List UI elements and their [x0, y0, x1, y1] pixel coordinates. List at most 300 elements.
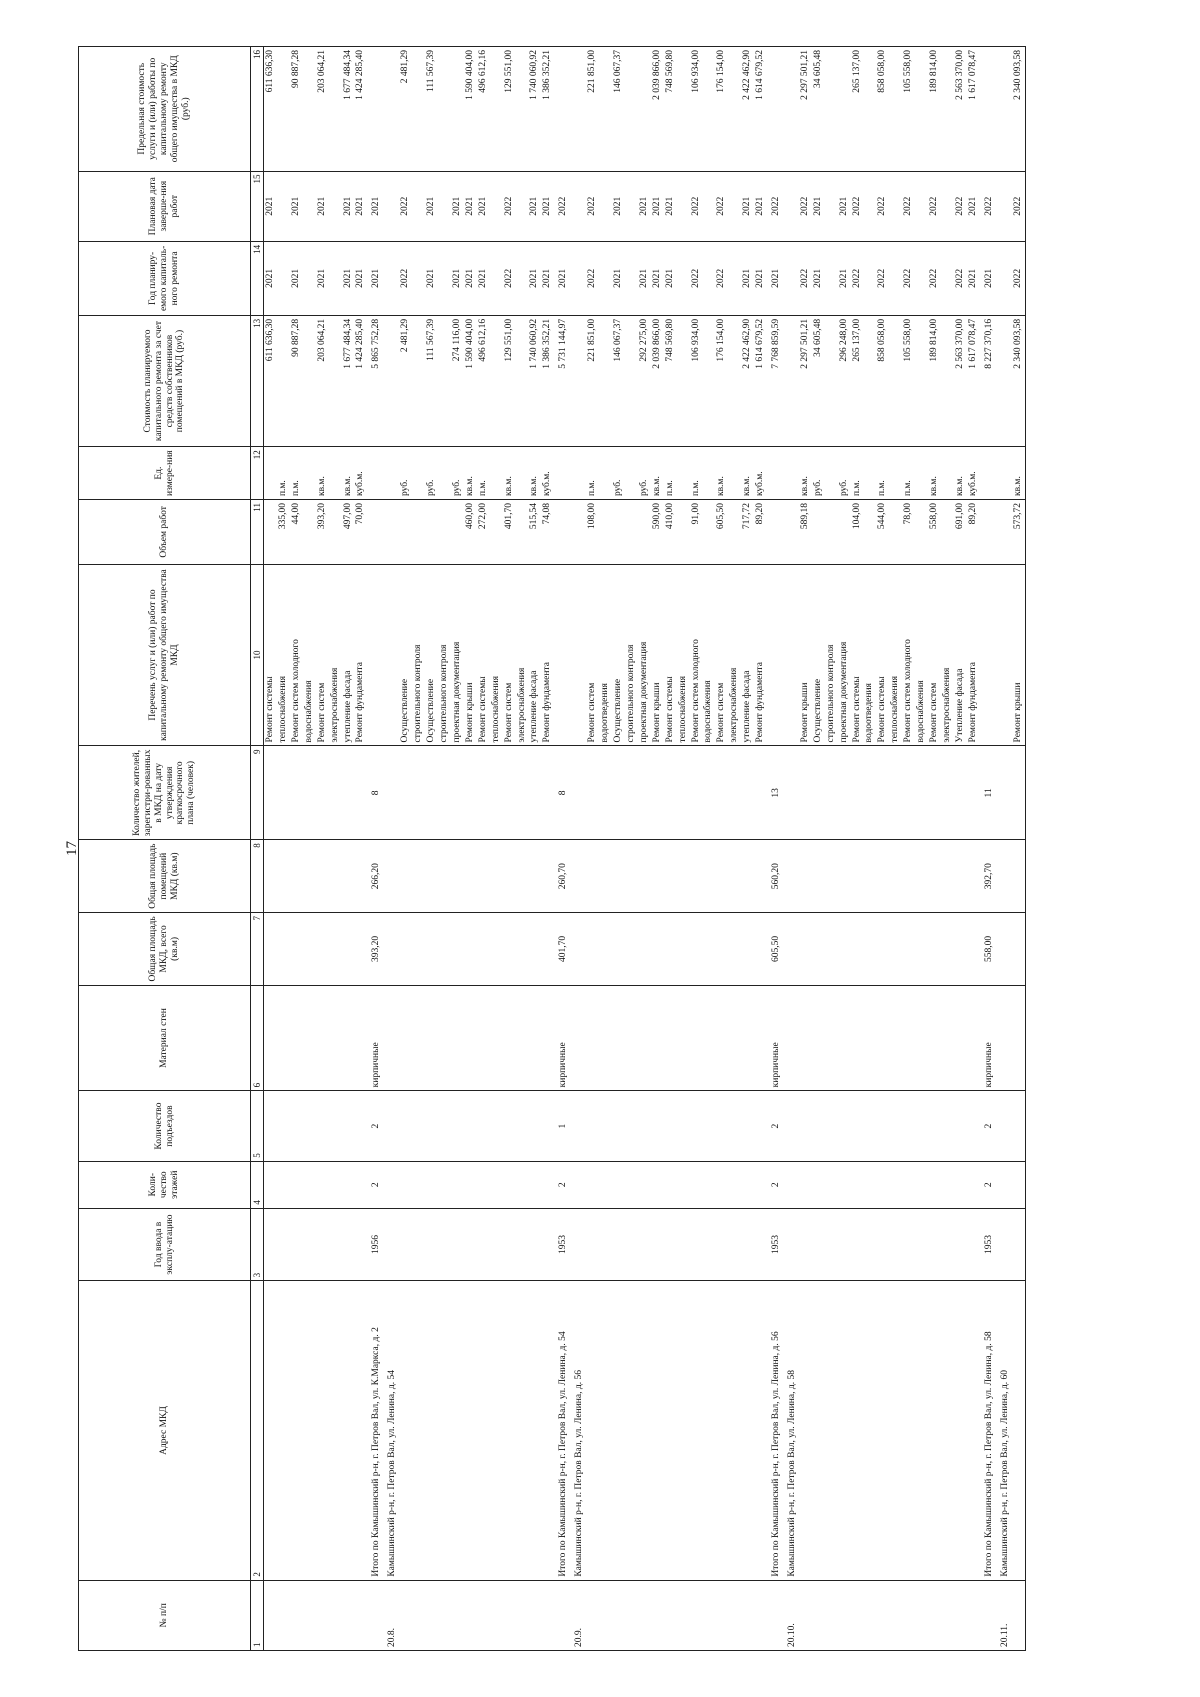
unit-cell: кв.м.: [528, 447, 541, 500]
column-number: 16: [251, 47, 264, 172]
header-cell: Год планиру-емого капиталь-ного ремонта: [79, 241, 251, 315]
completion-year-cell: 2021: [264, 171, 277, 241]
residents-cell: [889, 746, 902, 840]
area-rooms-cell: [728, 840, 741, 913]
floors-cell: 2: [367, 1161, 383, 1208]
cost-cell: 105 558,00: [902, 315, 915, 446]
year-built-cell: [812, 1208, 825, 1281]
empty-cell: [996, 241, 1012, 315]
volume-cell: [516, 500, 529, 565]
area-rooms-cell: [838, 840, 851, 913]
completion-year-cell: 2022: [851, 171, 864, 241]
address-cell: [503, 1281, 516, 1580]
residents-cell: [503, 746, 516, 840]
address-cell: [490, 1281, 503, 1580]
unit-cell: [329, 447, 342, 500]
floors-cell: [425, 1161, 438, 1208]
entrances-cell: [425, 1091, 438, 1161]
repair-year-cell: 2021: [541, 241, 554, 315]
floors-cell: [954, 1161, 967, 1208]
num-cell: [354, 1580, 367, 1650]
unit-cell: п.м.: [277, 447, 290, 500]
address-cell: [941, 1281, 954, 1580]
cost-cell: 221 851,00: [586, 315, 599, 446]
address-cell: [876, 1281, 889, 1580]
limit-cost-cell: 2 422 462,90: [741, 47, 754, 172]
address-cell: [954, 1281, 967, 1580]
area-total-cell: [967, 913, 980, 986]
walls-cell: [425, 985, 438, 1091]
cost-cell: 1 677 484,34: [342, 315, 355, 446]
entrances-cell: [290, 1091, 303, 1161]
address-cell: [825, 1281, 838, 1580]
area-rooms-cell: [715, 840, 728, 913]
num-cell: [754, 1580, 767, 1650]
unit-cell: руб.: [812, 447, 825, 500]
total-row: [367, 47, 383, 1651]
area-total-cell: [477, 913, 490, 986]
work-row: [967, 47, 980, 1651]
entrances-cell: [586, 1091, 599, 1161]
work-name-cell: проектная документация: [838, 564, 851, 746]
empty-cell: [783, 47, 799, 172]
num-cell: [741, 1580, 754, 1650]
repair-year-cell: 2022: [715, 241, 728, 315]
completion-year-cell: 2021: [651, 171, 664, 241]
cost-cell: [438, 315, 451, 446]
capital-repair-table: [78, 46, 1026, 1651]
area-rooms-cell: [954, 840, 967, 913]
unit-cell: кв.м.: [503, 447, 516, 500]
walls-cell: [754, 985, 767, 1091]
year-built-cell: [941, 1208, 954, 1281]
walls-cell: [664, 985, 677, 1091]
empty-cell: [996, 47, 1012, 172]
completion-year-cell: 2021: [451, 171, 464, 241]
repair-year-cell: 2022: [690, 241, 703, 315]
area-rooms-cell: [941, 840, 954, 913]
unit-cell: кв.м.: [715, 447, 728, 500]
empty-cell: [383, 985, 399, 1091]
cost-cell: 2 422 462,90: [741, 315, 754, 446]
volume-cell: [425, 500, 438, 565]
floors-cell: [967, 1161, 980, 1208]
work-row: [889, 47, 902, 1651]
volume-cell: [612, 500, 625, 565]
address-cell: Итого по Камышинский р-н, г. Петров Вал, ул. К.Маркса, д. 2: [367, 1281, 383, 1580]
walls-cell: [838, 985, 851, 1091]
empty-cell: [783, 1208, 799, 1281]
year-built-cell: [490, 1208, 503, 1281]
walls-cell: [715, 985, 728, 1091]
empty-cell: [996, 746, 1012, 840]
area-total-cell: [677, 913, 690, 986]
limit-cost-cell: 1 386 352,21: [541, 47, 554, 172]
area-total-cell: [690, 913, 703, 986]
walls-cell: [516, 985, 529, 1091]
walls-cell: [863, 985, 876, 1091]
column-number: 12: [251, 447, 264, 500]
residents-cell: [902, 746, 915, 840]
residents-cell: [638, 746, 651, 840]
header-cell: Количество подъездов: [79, 1091, 251, 1161]
walls-cell: [503, 985, 516, 1091]
residents-cell: [599, 746, 612, 840]
completion-year-cell: 2022: [690, 171, 703, 241]
cost-cell: [889, 315, 902, 446]
entrances-cell: [329, 1091, 342, 1161]
limit-cost-cell: [915, 47, 928, 172]
address-cell: [902, 1281, 915, 1580]
address-cell: [528, 1281, 541, 1580]
work-name-cell: Ремонт крыши: [651, 564, 664, 746]
completion-year-cell: [490, 171, 503, 241]
repair-year-cell: 2022: [799, 241, 812, 315]
walls-cell: [851, 985, 864, 1091]
area-rooms-cell: [464, 840, 477, 913]
address-cell: [412, 1281, 425, 1580]
cost-cell: 2 481,29: [399, 315, 412, 446]
work-row: [728, 47, 741, 1651]
empty-cell: [383, 564, 399, 746]
num-cell: [586, 1580, 599, 1650]
num-cell: [464, 1580, 477, 1650]
year-built-cell: [516, 1208, 529, 1281]
empty-cell: [783, 315, 799, 446]
entrances-cell: [303, 1091, 316, 1161]
total-row: [554, 47, 570, 1651]
entrances-cell: [638, 1091, 651, 1161]
volume-cell: [915, 500, 928, 565]
entrances-cell: [702, 1091, 715, 1161]
walls-cell: [690, 985, 703, 1091]
unit-cell: кв.м.: [316, 447, 329, 500]
volume-cell: [638, 500, 651, 565]
completion-year-cell: 2021: [528, 171, 541, 241]
unit-cell: п.м.: [477, 447, 490, 500]
year-built-cell: [967, 1208, 980, 1281]
num-cell: [625, 1580, 638, 1650]
num-cell: [264, 1580, 277, 1650]
column-number: 13: [251, 315, 264, 446]
unit-cell: кв.м.: [651, 447, 664, 500]
unit-cell: [915, 447, 928, 500]
residents-cell: [528, 746, 541, 840]
limit-cost-cell: 748 569,80: [664, 47, 677, 172]
cost-cell: 8 227 370,16: [980, 315, 996, 446]
address-cell: [863, 1281, 876, 1580]
area-total-cell: [503, 913, 516, 986]
floors-cell: [838, 1161, 851, 1208]
work-row: [354, 47, 367, 1651]
entrances-cell: 2: [367, 1091, 383, 1161]
completion-year-cell: 2021: [290, 171, 303, 241]
area-rooms-cell: [702, 840, 715, 913]
work-name-cell: Осуществление: [612, 564, 625, 746]
header-cell: Общая площадь МКД, всего (кв.м): [79, 913, 251, 986]
walls-cell: [825, 985, 838, 1091]
year-built-cell: [638, 1208, 651, 1281]
entrances-cell: [838, 1091, 851, 1161]
cost-cell: 203 064,21: [316, 315, 329, 446]
address-cell: [728, 1281, 741, 1580]
volume-cell: 544,00: [876, 500, 889, 565]
residents-cell: [425, 746, 438, 840]
volume-cell: [367, 500, 383, 565]
floors-cell: [438, 1161, 451, 1208]
walls-cell: [741, 985, 754, 1091]
floors-cell: [741, 1161, 754, 1208]
completion-year-cell: 2021: [541, 171, 554, 241]
work-name-cell: водоснабжения: [702, 564, 715, 746]
work-name-cell: Ремонт систем холодного: [290, 564, 303, 746]
floors-cell: [928, 1161, 941, 1208]
unit-cell: [438, 447, 451, 500]
completion-year-cell: 2021: [367, 171, 383, 241]
num-cell: [799, 1580, 812, 1650]
work-name-cell: [767, 564, 783, 746]
residents-cell: [702, 746, 715, 840]
empty-cell: [570, 913, 586, 986]
area-rooms-cell: [290, 840, 303, 913]
repair-year-cell: [303, 241, 316, 315]
area-total-cell: [664, 913, 677, 986]
cost-cell: 5 731 144,97: [554, 315, 570, 446]
work-name-cell: водоснабжения: [915, 564, 928, 746]
work-row: [438, 47, 451, 1651]
work-name-cell: Ремонт системы: [876, 564, 889, 746]
area-total-cell: [586, 913, 599, 986]
entrances-cell: [651, 1091, 664, 1161]
unit-cell: [677, 447, 690, 500]
num-cell: [303, 1580, 316, 1650]
num-cell: [902, 1580, 915, 1650]
entrances-cell: [915, 1091, 928, 1161]
floors-cell: [612, 1161, 625, 1208]
completion-year-cell: [625, 171, 638, 241]
completion-year-cell: 2022: [715, 171, 728, 241]
residents-cell: [677, 746, 690, 840]
work-name-cell: теплоснабжения: [889, 564, 902, 746]
header-cell: Общая площадь помещений МКД (кв.м): [79, 840, 251, 913]
floors-cell: [651, 1161, 664, 1208]
header-cell: Коли-чество этажей: [79, 1161, 251, 1208]
empty-cell: [996, 171, 1012, 241]
address-cell: [1012, 1281, 1025, 1580]
work-name-cell: водоснабжения: [303, 564, 316, 746]
limit-cost-cell: 111 567,39: [425, 47, 438, 172]
unit-cell: п.м.: [851, 447, 864, 500]
floors-cell: [702, 1161, 715, 1208]
residents-cell: 8: [554, 746, 570, 840]
area-rooms-cell: [812, 840, 825, 913]
residents-cell: [516, 746, 529, 840]
year-built-cell: [303, 1208, 316, 1281]
work-row: [741, 47, 754, 1651]
work-row: [941, 47, 954, 1651]
walls-cell: [290, 985, 303, 1091]
total-row: [767, 47, 783, 1651]
floors-cell: [902, 1161, 915, 1208]
empty-cell: [383, 47, 399, 172]
area-rooms-cell: [851, 840, 864, 913]
walls-cell: кирпичные: [554, 985, 570, 1091]
cost-cell: [599, 315, 612, 446]
entrances-cell: [516, 1091, 529, 1161]
year-built-cell: [863, 1208, 876, 1281]
walls-cell: [799, 985, 812, 1091]
entrances-cell: [541, 1091, 554, 1161]
empty-cell: [783, 241, 799, 315]
limit-cost-cell: [303, 47, 316, 172]
area-total-cell: 558,00: [980, 913, 996, 986]
num-cell: [412, 1580, 425, 1650]
area-total-cell: [490, 913, 503, 986]
unit-cell: кв.м.: [342, 447, 355, 500]
area-total-cell: 401,70: [554, 913, 570, 986]
residents-cell: [303, 746, 316, 840]
work-row: [638, 47, 651, 1651]
num-cell: [851, 1580, 864, 1650]
area-rooms-cell: 392,70: [980, 840, 996, 913]
unit-cell: кв.м.: [928, 447, 941, 500]
column-number: 8: [251, 840, 264, 913]
residents-cell: 8: [367, 746, 383, 840]
residents-cell: [967, 746, 980, 840]
walls-cell: [438, 985, 451, 1091]
area-rooms-cell: [876, 840, 889, 913]
num-cell: [767, 1580, 783, 1650]
entrances-cell: [477, 1091, 490, 1161]
area-rooms-cell: [625, 840, 638, 913]
address-cell: [638, 1281, 651, 1580]
walls-cell: [638, 985, 651, 1091]
num-cell: 20.9.: [570, 1580, 586, 1650]
num-cell: [599, 1580, 612, 1650]
repair-year-cell: 2021: [342, 241, 355, 315]
residents-cell: [799, 746, 812, 840]
work-row: [851, 47, 864, 1651]
area-total-cell: [316, 913, 329, 986]
area-rooms-cell: [477, 840, 490, 913]
floors-cell: [354, 1161, 367, 1208]
residents-cell: [715, 746, 728, 840]
empty-cell: [996, 447, 1012, 500]
volume-cell: [625, 500, 638, 565]
volume-cell: 78,00: [902, 500, 915, 565]
num-cell: [477, 1580, 490, 1650]
column-number: 11: [251, 500, 264, 565]
floors-cell: [941, 1161, 954, 1208]
entrances-cell: [715, 1091, 728, 1161]
year-built-cell: [690, 1208, 703, 1281]
address-cell: [438, 1281, 451, 1580]
area-rooms-cell: [1012, 840, 1025, 913]
empty-cell: [783, 1091, 799, 1161]
unit-cell: [863, 447, 876, 500]
repair-year-cell: [490, 241, 503, 315]
area-total-cell: [329, 913, 342, 986]
unit-cell: [303, 447, 316, 500]
unit-cell: кв.м.: [1012, 447, 1025, 500]
completion-year-cell: [303, 171, 316, 241]
floors-cell: [1012, 1161, 1025, 1208]
floors-cell: [728, 1161, 741, 1208]
repair-year-cell: 2021: [664, 241, 677, 315]
num-cell: [516, 1580, 529, 1650]
address-cell: [915, 1281, 928, 1580]
unit-cell: [767, 447, 783, 500]
area-total-cell: [303, 913, 316, 986]
year-built-cell: [329, 1208, 342, 1281]
repair-year-cell: 2021: [838, 241, 851, 315]
address-cell: [599, 1281, 612, 1580]
limit-cost-cell: 189 814,00: [928, 47, 941, 172]
year-built-cell: [954, 1208, 967, 1281]
walls-cell: [541, 985, 554, 1091]
work-name-cell: утепление фасада: [528, 564, 541, 746]
area-rooms-cell: [541, 840, 554, 913]
address-cell: [625, 1281, 638, 1580]
limit-cost-cell: [451, 47, 464, 172]
num-cell: [690, 1580, 703, 1650]
address-cell: [851, 1281, 864, 1580]
residents-cell: [625, 746, 638, 840]
residents-cell: [264, 746, 277, 840]
limit-cost-cell: [438, 47, 451, 172]
area-total-cell: [342, 913, 355, 986]
year-built-cell: [799, 1208, 812, 1281]
completion-year-cell: [889, 171, 902, 241]
volume-cell: 272,00: [477, 500, 490, 565]
residents-cell: [412, 746, 425, 840]
num-cell: [316, 1580, 329, 1650]
header-cell: № п/п: [79, 1580, 251, 1650]
address-cell: [715, 1281, 728, 1580]
work-row: [1012, 47, 1025, 1651]
limit-cost-cell: [638, 47, 651, 172]
cost-cell: [277, 315, 290, 446]
area-rooms-cell: [451, 840, 464, 913]
area-rooms-cell: [316, 840, 329, 913]
year-built-cell: [477, 1208, 490, 1281]
completion-year-cell: 2022: [980, 171, 996, 241]
year-built-cell: [851, 1208, 864, 1281]
completion-year-cell: 2022: [954, 171, 967, 241]
repair-year-cell: [889, 241, 902, 315]
limit-cost-cell: [728, 47, 741, 172]
header-cell: Адрес МКД: [79, 1281, 251, 1580]
walls-cell: [954, 985, 967, 1091]
entrances-cell: 1: [554, 1091, 570, 1161]
limit-cost-cell: 106 934,00: [690, 47, 703, 172]
area-rooms-cell: [915, 840, 928, 913]
unit-cell: [599, 447, 612, 500]
num-cell: [980, 1580, 996, 1650]
unit-cell: [516, 447, 529, 500]
area-rooms-cell: [902, 840, 915, 913]
floors-cell: [412, 1161, 425, 1208]
walls-cell: кирпичные: [367, 985, 383, 1091]
floors-cell: [876, 1161, 889, 1208]
address-cell: [586, 1281, 599, 1580]
entrances-cell: [599, 1091, 612, 1161]
empty-cell: [570, 241, 586, 315]
completion-year-cell: [599, 171, 612, 241]
cost-cell: [863, 315, 876, 446]
walls-cell: [612, 985, 625, 1091]
floors-cell: [399, 1161, 412, 1208]
